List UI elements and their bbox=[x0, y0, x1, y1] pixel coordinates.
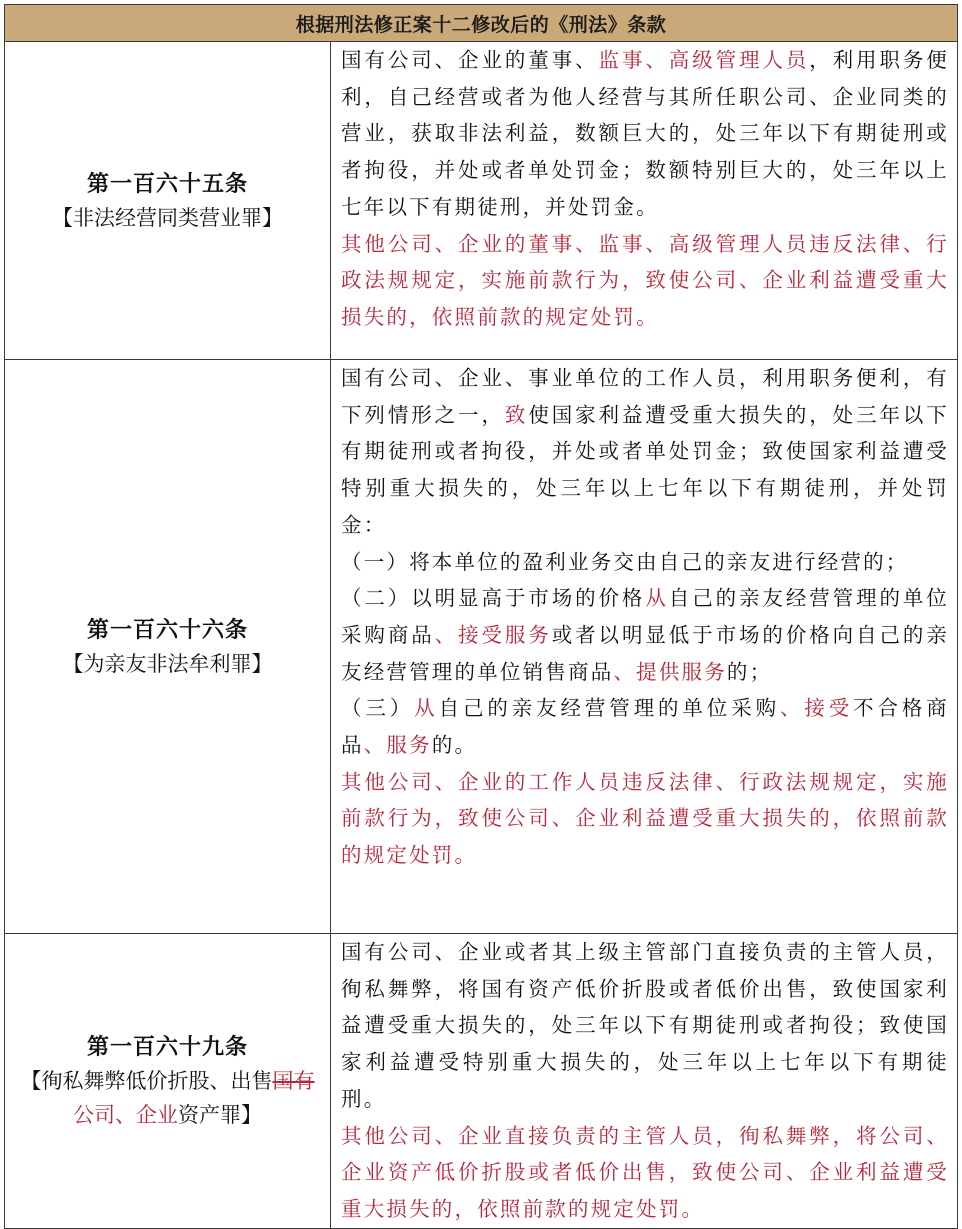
article-label-cell bbox=[5, 934, 331, 1229]
amended-text: 其他公司、企业的工作人员违反法律、行政法规规定，实施前款行为，致使公司、企业利益遭受重大损失的，依照前款的规定处罚。 bbox=[341, 769, 949, 868]
table-header bbox=[5, 5, 958, 42]
amended-text: 监事、高级管理人员 bbox=[598, 48, 810, 72]
text-run: （三） bbox=[341, 696, 415, 721]
text-run: 国有公司、企业的董事、 bbox=[341, 48, 599, 72]
article-paragraph bbox=[341, 934, 949, 1118]
text-run: 或者以明显低于市场的价格向自己的亲友经营管理的单位销售商品 bbox=[341, 622, 949, 684]
article-number: 第一百六十九条 bbox=[86, 1033, 248, 1060]
amended-text: 其他公司、企业的董事、监事、高级管理人员违反法律、行政法规规定，实施前款行为，致使公司、企业利益遭受重大损失的，依照前款的规定处罚。 bbox=[341, 231, 949, 329]
crime-name: 【为亲友非法牟利罪】 bbox=[62, 651, 273, 676]
text-run: 不合格商品 bbox=[341, 696, 949, 758]
text-run: ，利用职务便利，自己经营或者为他人经营与其所任职公司、企业同类的营业，获取非法利益，数额巨大的，处三年以下有期徒刑或者拘役，并处或者单处罚金；数额特别巨大的，处三年以上七年以下有期徒刑，并处罚金。 bbox=[341, 48, 949, 219]
text-run: 【徇私舞弊低价折股、出售 bbox=[20, 1068, 273, 1093]
text-run: 国有公司、企业或者其上级主管部门直接负责的主管人员，徇私舞弊，将国有资产低价折股或者低价出售，致使国家利益遭受重大损失的，处三年以下有期徒刑或者拘役；致使国家利益遭受特别重大损失的，处三年以上七年以下有期徒刑。 bbox=[341, 940, 949, 1111]
text-run: 自己的亲友经营管理的单位采购 bbox=[438, 696, 780, 721]
article-paragraph bbox=[341, 42, 949, 226]
article-text-cell bbox=[331, 360, 958, 934]
article-paragraph bbox=[341, 764, 949, 874]
amendment-table bbox=[4, 4, 958, 1229]
text-run: 使国家利益遭受重大损失的，处三年以下有期徒刑或者拘役，并处或者单处罚金；致使国家利益遭受特别重大损失的，处三年以上七年以下有期徒刑，并处罚金： bbox=[341, 402, 950, 537]
article-paragraph bbox=[341, 360, 949, 544]
article-paragraph bbox=[341, 544, 949, 581]
table-title: 根据刑法修正案十二修改后的《刑法》条款 bbox=[295, 13, 667, 36]
article-number: 第一百六十五条 bbox=[86, 170, 248, 197]
crime-name: 【非法经营同类营业罪】 bbox=[52, 205, 283, 230]
article-paragraph bbox=[341, 580, 949, 690]
amended-text: 、提供服务 bbox=[613, 659, 727, 684]
table-row-article-166 bbox=[5, 360, 958, 934]
amended-text: 、接受服务 bbox=[434, 622, 552, 647]
article-text-cell bbox=[331, 934, 958, 1229]
text-run: 国有公司、企业、事业单位的工作人员，利用职务便利，有下列情形之一， bbox=[341, 366, 949, 427]
table-row-article-165 bbox=[5, 42, 958, 360]
article-paragraph bbox=[341, 690, 949, 763]
article-label-cell bbox=[5, 42, 331, 360]
article-paragraph bbox=[341, 226, 949, 336]
article-number: 第一百六十六条 bbox=[86, 616, 248, 643]
amended-text: 从 bbox=[414, 696, 439, 721]
text-run: 的； bbox=[726, 659, 773, 684]
table-row-article-169 bbox=[5, 934, 958, 1229]
amended-text: 、接受 bbox=[779, 696, 854, 721]
deleted-text: 国有 bbox=[272, 1068, 315, 1093]
text-run: 的。 bbox=[431, 733, 478, 758]
article-paragraph bbox=[341, 1118, 949, 1228]
text-run: （一）将本单位的盈利业务交由自己的亲友进行经营的； bbox=[341, 549, 909, 574]
amended-text: 公司、企业 bbox=[73, 1102, 178, 1127]
text-run: 自己的亲友经营管理的单位采购商品 bbox=[341, 586, 950, 647]
article-label-cell bbox=[5, 360, 331, 934]
article-text-cell bbox=[331, 42, 958, 360]
amended-text: 其他公司、企业直接负责的主管人员，徇私舞弊，将公司、企业资产低价折股或者低价出售，致使公司、企业利益遭受重大损失的，依照前款的规定处罚。 bbox=[341, 1123, 949, 1221]
crime-name bbox=[5, 1064, 330, 1132]
amended-text: 致 bbox=[504, 402, 529, 427]
text-run: （二）以明显高于市场的价格 bbox=[341, 586, 646, 611]
text-run: 资产罪】 bbox=[178, 1102, 262, 1127]
amended-text: 从 bbox=[645, 586, 669, 611]
amended-text: 、服务 bbox=[363, 733, 432, 758]
